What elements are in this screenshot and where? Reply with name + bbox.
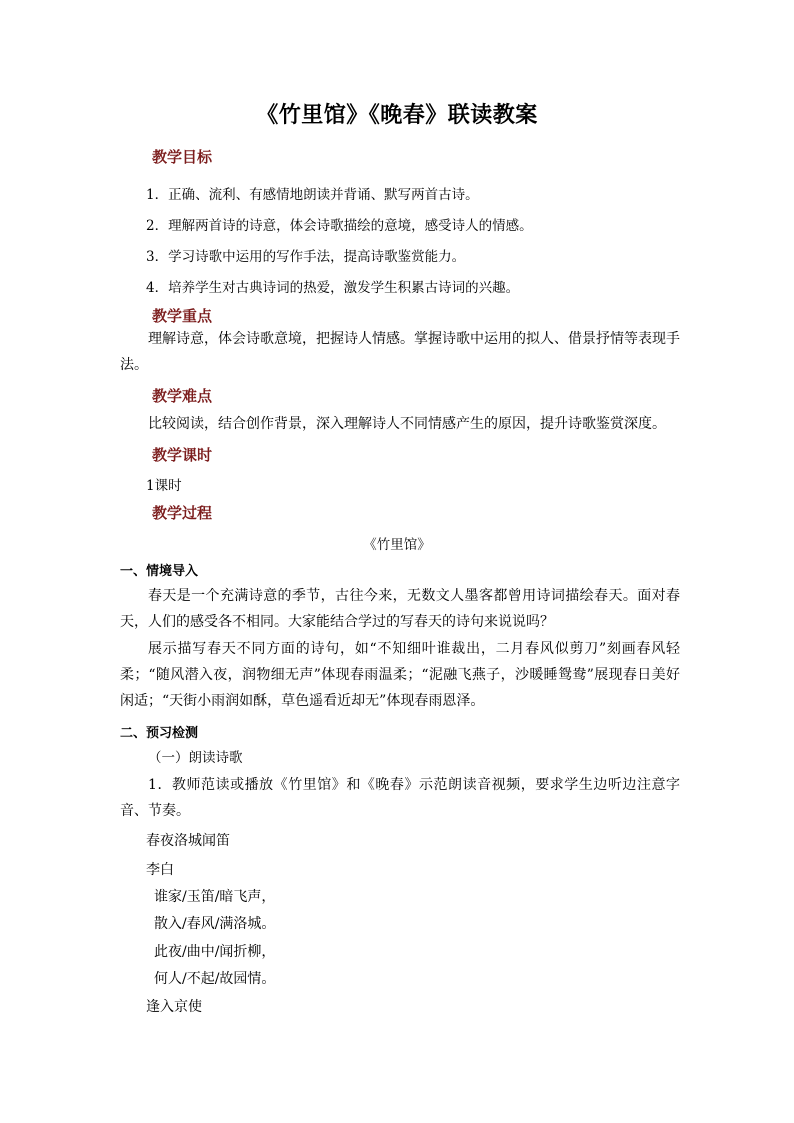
difficulties-text: 比较阅读，结合创作背景，深入理解诗人不同情感产生的原因，提升诗歌鉴赏深度。 — [148, 416, 666, 432]
poem-title: 春夜洛城闻笛 — [146, 833, 230, 849]
section-1-heading: 一、情境导入 — [120, 564, 199, 579]
poem-line-2: 散入/春风/满洛城。 — [154, 916, 276, 932]
section-2-heading: 二、预习检测 — [120, 726, 199, 741]
section-2-subheading: （一）朗读诗歌 — [148, 750, 243, 766]
document-title: 《竹里馆》《晚春》联读教案 — [256, 102, 538, 128]
hours-text: 1课时 — [146, 478, 182, 494]
goal-item-3: 3．学习诗歌中运用的写作手法，提高诗歌鉴赏能力。 — [146, 249, 466, 265]
poem-line-1: 谁家/玉笛/暗飞声， — [154, 889, 276, 905]
next-poem-title: 逢入京使 — [146, 999, 202, 1015]
poem-line-3: 此夜/曲中/闻折柳， — [154, 944, 276, 960]
key-points-text: 理解诗意，体会诗歌意境，把握诗人情感。掌握诗歌中运用的拟人、借景抒情等表现手法。 — [120, 331, 680, 373]
process-heading: 教学过程 — [152, 504, 213, 522]
goal-item-2: 2．理解两首诗的诗意，体会诗歌描绘的意境，感受诗人的情感。 — [146, 218, 533, 234]
key-points-heading: 教学重点 — [152, 307, 213, 325]
difficulties-heading: 教学难点 — [152, 387, 213, 405]
process-subtitle: 《竹里馆》 — [363, 537, 431, 553]
section-2-paragraph-1: 1．教师范读或播放《竹里馆》和《晚春》示范朗读音视频，要求学生边听边注意字音、节奏。 — [120, 777, 680, 819]
section-1-paragraph-2: 展示描写春天不同方面的诗句，如“不知细叶谁裁出，二月春风似剪刀”刻画春风轻柔；“随风潜入夜，润物细无声”体现春雨温柔；“泥融飞燕子，沙暖睡鸳鸯”展现春日美好闲适；“天街小雨润如酥，草色遥看近却无”体现春雨恩泽。 — [120, 641, 680, 709]
poem-author: 李白 — [146, 862, 174, 878]
goal-item-4: 4．培养学生对古典诗词的热爱，激发学生积累古诗词的兴趣。 — [146, 280, 520, 296]
goals-heading: 教学目标 — [152, 148, 213, 166]
goal-item-1: 1．正确、流利、有感情地朗读并背诵、默写两首古诗。 — [146, 187, 479, 203]
section-1-paragraph-1: 春天是一个充满诗意的季节，古往今来，无数文人墨客都曾用诗词描绘春天。面对春天，人们的感受各不相同。大家能结合学过的写春天的诗句来说说吗？ — [120, 588, 680, 630]
hours-heading: 教学课时 — [152, 446, 213, 464]
poem-line-4: 何人/不起/故园情。 — [154, 971, 276, 987]
